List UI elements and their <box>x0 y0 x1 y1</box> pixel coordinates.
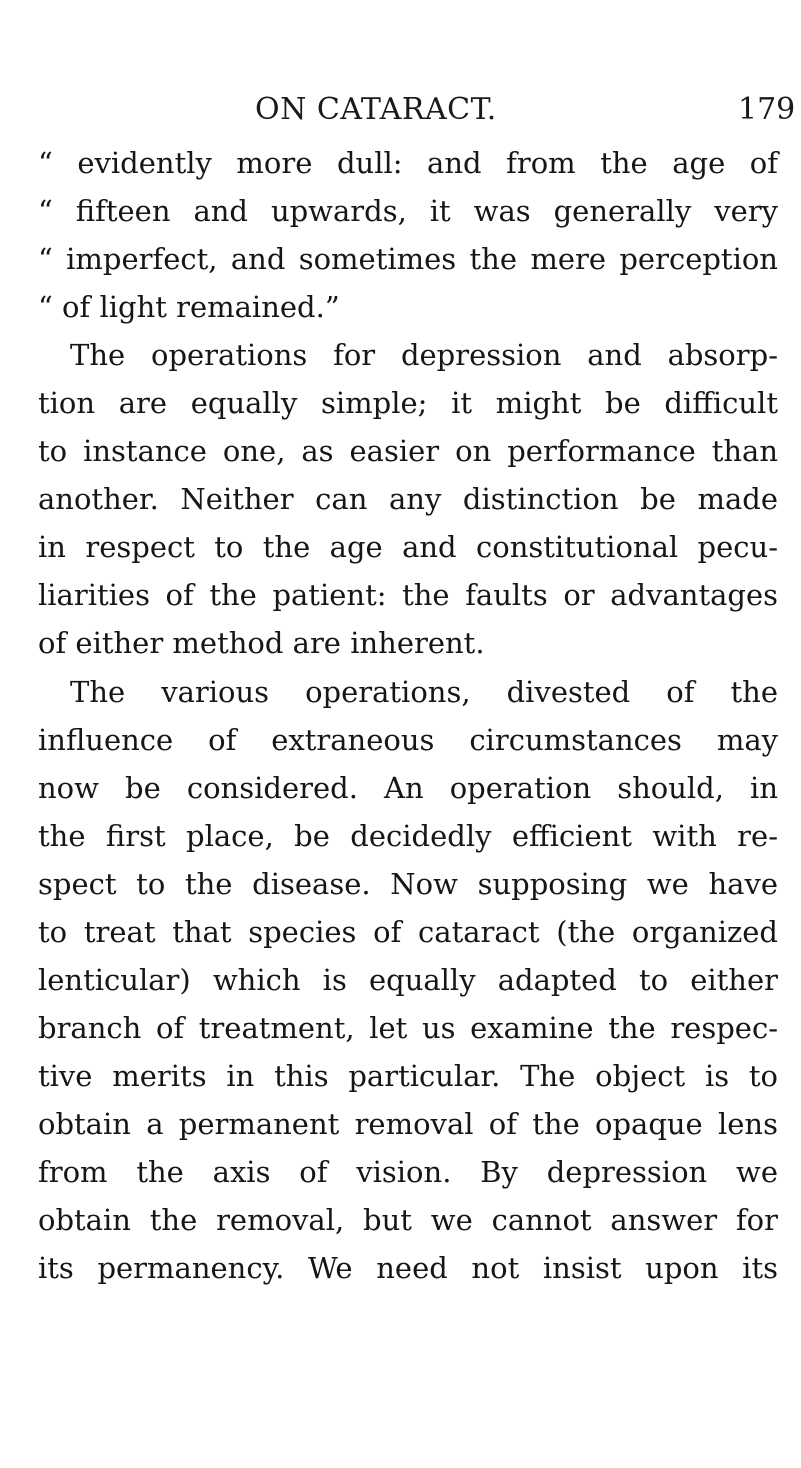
text-line: The operations for depression and absorp- <box>70 338 778 373</box>
text-line: its permanency. We need not insist upon its <box>38 1251 778 1286</box>
text-line: now be considered. An operation should, in <box>38 770 778 805</box>
text-line: to treat that species of cataract (the organized <box>38 914 778 949</box>
text-line: the first place, be decidedly efficient with re- <box>38 818 778 853</box>
text-line: “ of light remained.” <box>38 290 340 325</box>
page-number: 179 <box>738 92 796 127</box>
text-line: in respect to the age and constitutional pecu- <box>38 530 778 565</box>
text-line: tion are equally simple; it might be difficult <box>38 386 778 421</box>
body-text <box>38 139 778 1292</box>
text-line: lenticular) which is equally adapted to either <box>38 962 778 997</box>
text-line: from the axis of vision. By depression we <box>38 1154 778 1189</box>
text-line: liarities of the patient: the faults or advantages <box>38 578 778 613</box>
text-line: obtain the removal, but we cannot answer for <box>38 1203 778 1238</box>
text-line: obtain a permanent removal of the opaque lens <box>38 1106 778 1141</box>
text-line: another. Neither can any distinction be made <box>38 482 778 517</box>
text-line: “ evidently more dull: and from the age of <box>38 146 778 180</box>
text-line: spect to the disease. Now supposing we have <box>38 866 778 901</box>
text-line: The various operations, divested of the <box>70 674 778 709</box>
text-line: “ fifteen and upwards, it was generally very <box>38 194 778 229</box>
text-line: tive merits in this particular. The object is to <box>38 1058 778 1093</box>
running-title: ON CATARACT. <box>255 92 497 127</box>
text-line: to instance one, as easier on performance than <box>38 434 778 469</box>
text-line: influence of extraneous circumstances may <box>38 722 778 757</box>
running-head <box>0 92 801 132</box>
text-line: branch of treatment, let us examine the respec- <box>38 1010 778 1045</box>
text-line: of either method are inherent. <box>38 626 485 661</box>
text-line: “ imperfect, and sometimes the mere perception <box>38 242 778 277</box>
